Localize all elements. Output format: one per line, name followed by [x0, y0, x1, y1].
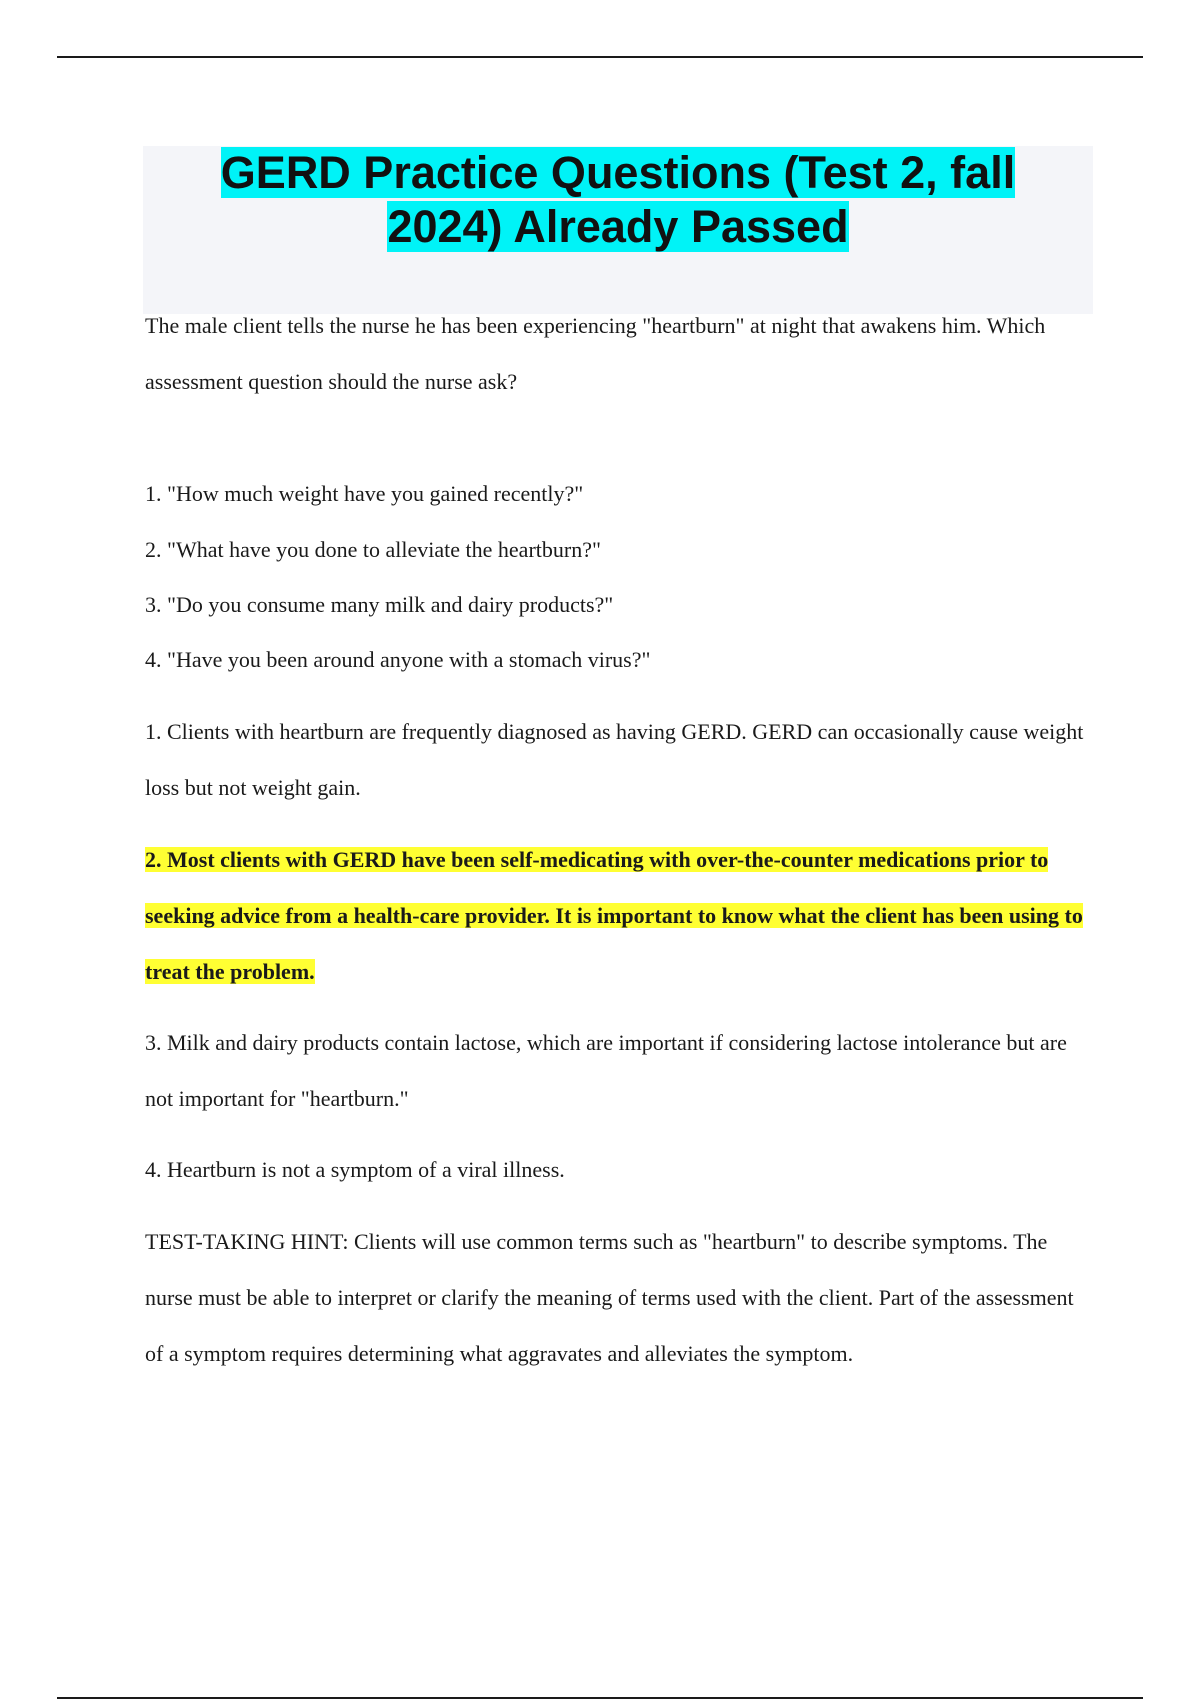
option-1: 1. "How much weight have you gained recently?": [145, 481, 584, 506]
question-text: The male client tells the nurse he has been experiencing "heartburn" at night that awakens him. Which assessment question should the nurse ask?: [145, 313, 1046, 394]
bottom-rule: [57, 1697, 1143, 1699]
rationale-2-correct: [145, 832, 1095, 1000]
title-panel: [143, 146, 1093, 314]
correct-answer-highlight: 2. Most clients with GERD have been self-medicating with over-the-counter medications prior to seeking advice from a health-care provider. It is important to know what the client has been using to treat the problem.: [145, 847, 1083, 984]
page-title: [188, 146, 1048, 254]
page-title-text: GERD Practice Questions (Test 2, fall 2024) Already Passed: [220, 147, 1016, 252]
option-2: 2. "What have you done to alleviate the heartburn?": [145, 537, 601, 562]
rationale-3: 3. Milk and dairy products contain lactose, which are important if considering lactose intolerance but are not important for "heartburn.": [145, 1030, 1067, 1111]
top-rule: [57, 56, 1143, 58]
test-taking-hint: TEST-TAKING HINT: Clients will use common terms such as "heartburn" to describe symptoms. The nurse must be able to interpret or clarify the meaning of terms used with the client. Part of the assessment of a symptom requires determining what aggravates and alleviates the symptom.: [145, 1229, 1074, 1366]
option-4: 4. "Have you been around anyone with a stomach virus?": [145, 647, 651, 672]
option-3: 3. "Do you consume many milk and dairy products?": [145, 592, 614, 617]
rationale-4: 4. Heartburn is not a symptom of a viral illness.: [145, 1157, 565, 1182]
rationale-1: 1. Clients with heartburn are frequently diagnosed as having GERD. GERD can occasionally cause weight loss but not weight gain.: [145, 719, 1084, 800]
